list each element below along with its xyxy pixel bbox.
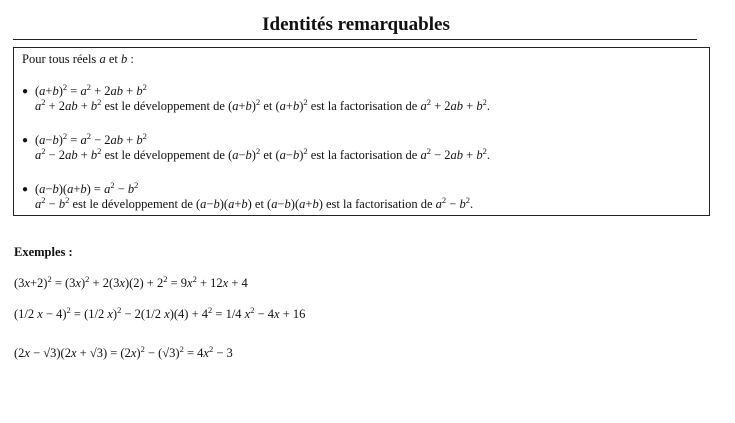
intro-text: Pour tous réels a et b : <box>22 52 134 66</box>
identity-formula: $(a-b)^2 = a^2 - 2ab + b^2$ <box>35 131 147 147</box>
identity-formula: $(a-b)(a+b) = a^2 - b^2$ <box>35 180 139 196</box>
page-title: Identités remarquables <box>262 14 450 35</box>
bullet-icon: ● <box>22 86 29 97</box>
identity-formula: $(a+b)^2 = a^2 + 2ab + b^2$ <box>35 82 147 98</box>
identity-sentence: $a^2 - b^2$ est le développement de (a−b)(a+b) et (a−b)(a+b) est la factorisation de $a^2 - b^2$. <box>35 195 474 211</box>
bullet-icon: ● <box>22 184 29 195</box>
identity-sentence: $a^2 + 2ab + b^2$ est le développement de $(a+b)^2$ et $(a+b)^2$ est la factorisation de $a^2 + 2ab + b^2$. <box>35 97 490 113</box>
identity-sentence: $a^2 - 2ab + b^2$ est le développement de $(a-b)^2$ et $(a-b)^2$ est la factorisation de $a^2 - 2ab + b^2$. <box>35 146 490 162</box>
example-line-2: (1/2 x − 4)$^2$ = (1/2 x)$^2$ − 2(1/2 $x)(4) + 4^2 = 1/4$ $x^2 - 4x + 16$ <box>14 305 306 321</box>
example-line-3: $(2x - √3)(2x + √3) = (2x)^2 - (√3)^2 = 4x^2 - 3$ <box>14 344 233 360</box>
title-underline <box>13 39 697 40</box>
example-line-1: $(3x+2)^2 = (3x)^2 + 2(3x)(2) + 2^2 = 9x^2 + 12x + 4$ <box>14 274 248 290</box>
identities-box <box>13 47 710 216</box>
examples-heading: Exemples : <box>14 245 73 259</box>
bullet-icon: ● <box>22 135 29 146</box>
